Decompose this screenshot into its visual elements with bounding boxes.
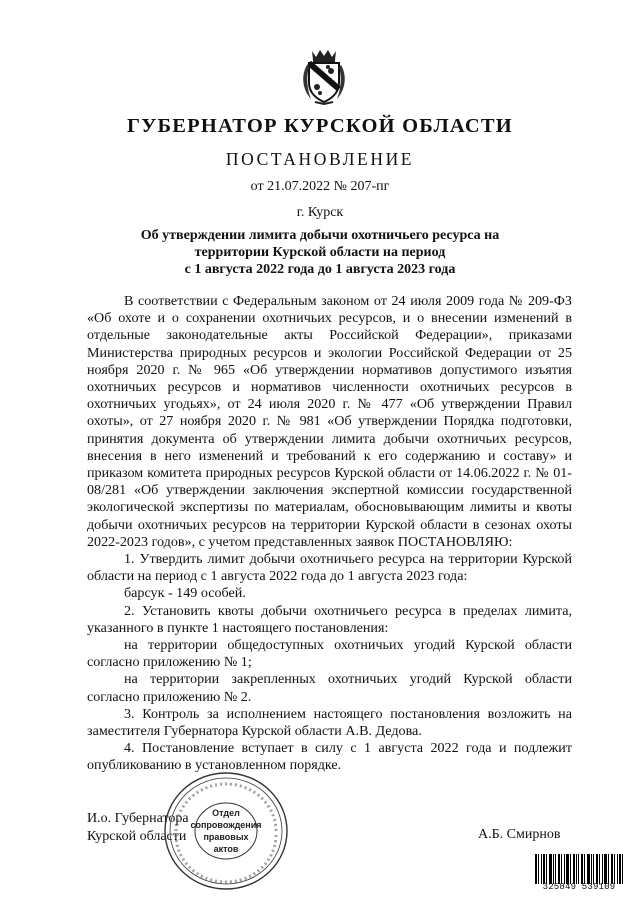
document-body xyxy=(87,293,572,775)
subject-line: с 1 августа 2022 года до 1 августа 2023 года xyxy=(184,262,456,277)
signature-name: А.Б. Смирнов xyxy=(478,827,561,842)
subject-line: территории Курской области на период xyxy=(194,245,446,260)
stamp-line: Отдел xyxy=(212,808,240,818)
item-1-paragraph: 1. Утвердить лимит добычи охотничьего ресурса на территории Курской области на период с 1 августа 2022 года до 1 августа 2023 года: xyxy=(87,551,572,585)
governor-title: ГУБЕРНАТОР КУРСКОЙ ОБЛАСТИ xyxy=(127,115,513,137)
item-4-paragraph: 4. Постановление вступает в силу с 1 августа 2022 года и подлежит опубликованию в установленном порядке. xyxy=(87,740,572,774)
item-2a-paragraph: на территории общедоступных охотничьих угодий Курской области согласно приложению № 1; xyxy=(87,637,572,671)
item-2b-paragraph: на территории закрепленных охотничьих угодий Курской области согласно приложению № 2. xyxy=(87,671,572,705)
stamp-line: актов xyxy=(213,844,239,854)
item-3-paragraph: 3. Контроль за исполнением настоящего постановления возложить на заместителя Губернатора Курской области А.В. Дедова. xyxy=(87,705,572,740)
preamble-paragraph: В соответствии с Федеральным законом от 24 июля 2009 года № 209-ФЗ «Об охоте и о сохранении охотничьих ресурсов, и о внесении изменений в отдельные законодательные акты Российской Федерации», приказами Министерства природных ресурсов и экологии Российской Федерации от 25 ноября 2020 г. № 965 «Об утверждении нормативов допустимого изъятия охотничьих ресурсов и нормативов численности охотничьих ресурсов в охотничьих угодьях», от 24 июля 2020 г. № 477 «Об утверждении Правил охоты», от 27 ноября 2020 г. № 981 «Об утверждении Порядка подготовки, принятия документа об утверждении лимита добычи охотничьих ресурсов, внесения в него изменений и требований к его содержанию и составу» и приказом комитета природных ресурсов Курской области от 14.06.2022 г. № 01-08/281 «Об утверждении заключения экспертной комиссии государственной экологической экспертизы по материалам, обосновывающим лимиты и квоты добычи охотничьих ресурсов на территории Курской области в сезонах охоты 2022-2023 годов», с учетом представленных заявок ПОСТАНОВЛЯЮ: xyxy=(87,293,572,550)
department-stamp xyxy=(162,769,290,893)
document-subject xyxy=(100,227,540,278)
stamp-line: сопровождения xyxy=(190,820,262,830)
signature-position-line: Курской области xyxy=(87,829,187,844)
subject-line: Об утверждении лимита добычи охотничьего ресурса на xyxy=(140,228,500,243)
barcode-number: 325849 539109 xyxy=(542,882,616,892)
barcode xyxy=(535,854,623,884)
item-2-paragraph: 2. Установить квоты добычи охотничьего ресурса в пределах лимита, указанного в пункте 1 настоящего постановления: xyxy=(87,602,572,636)
document-type: ПОСТАНОВЛЕНИЕ xyxy=(225,149,415,169)
document-date-number: от 21.07.2022 № 207-пг xyxy=(250,179,390,194)
signature-position-line: И.о. Губернатора xyxy=(87,811,189,826)
item-1-value: барсук - 149 особей. xyxy=(124,585,246,602)
document-city: г. Курск xyxy=(296,205,344,220)
coat-of-arms-icon xyxy=(301,47,347,105)
stamp-line: правовых xyxy=(203,832,249,842)
